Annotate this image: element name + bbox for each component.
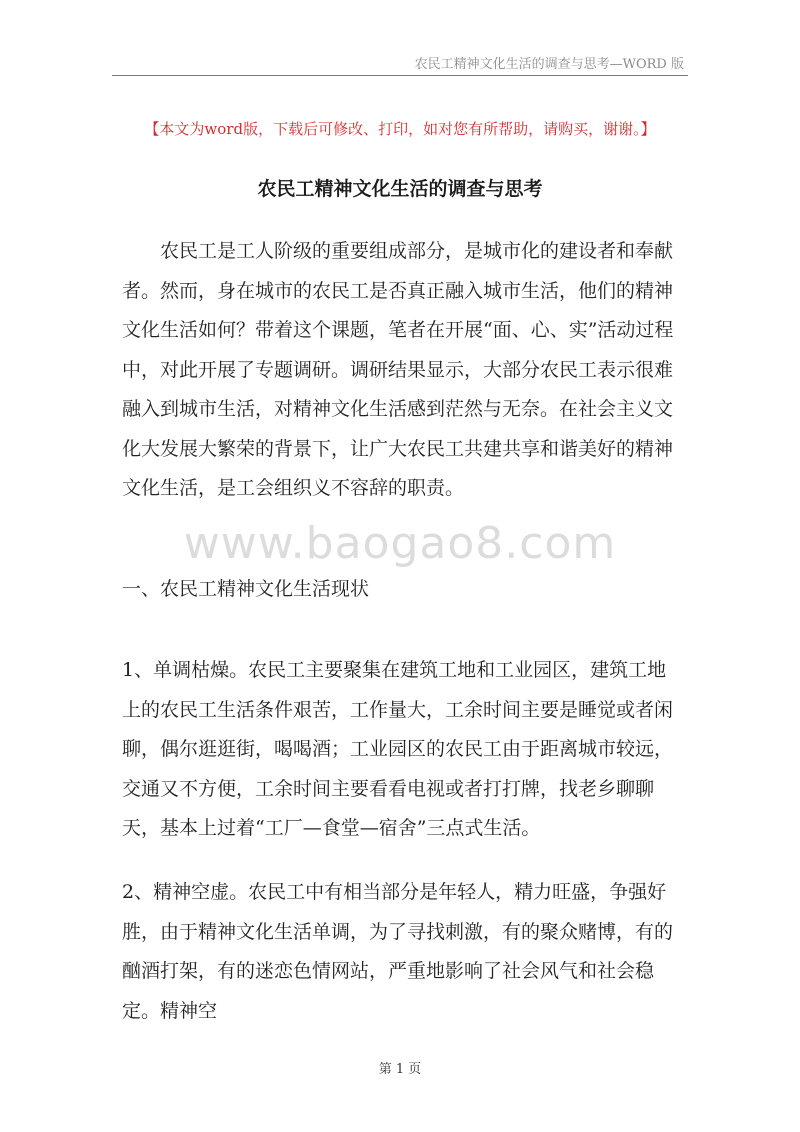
- paragraph-1: 1、单调枯燥。农民工主要聚集在建筑工地和工业园区，建筑工地上的农民工生活条件艰苦，工作量大，工余时间主要是睡觉或者闲聊，偶尔逛逛街，喝喝酒；工业园区的农民工由于距离城市较远，交通又不方便，工余时间主要看看电视或者打打牌，找老乡聊聊天，基本上过着“工厂—食堂—宿舍”三点式生活。: [122, 659, 674, 839]
- paragraph-2: 2、精神空虚。农民工中有相当部分是年轻人，精力旺盛，争强好胜，由于精神文化生活单调，为了寻找刺激，有的聚众赌博，有的酗酒打架，有的迷恋色情网站，严重地影响了社会风气和社会稳定。精神空: [122, 881, 674, 1022]
- watermark-text: www.baogao8.com: [183, 518, 617, 569]
- document-title: 农民工精神文化生活的调查与思考: [257, 178, 543, 200]
- download-notice: 【本文为word版，下载后可修改、打印，如对您有所帮助，请购买，谢谢。】: [144, 120, 656, 138]
- page-number: 第 1 页: [378, 1062, 422, 1077]
- running-header: 农民工精神文化生活的调查与思考—WORD 版: [414, 57, 684, 72]
- header-divider: [112, 75, 688, 76]
- section-heading: 一、农民工精神文化生活现状: [122, 578, 370, 600]
- intro-paragraph: 农民工是工人阶级的重要组成部分，是城市化的建设者和奉献者。然而，身在城市的农民工是否真正融入城市生活，他们的精神文化生活如何？带着这个课题，笔者在开展“面、心、实”活动过程中，对此开展了专题调研。调研结果显示，大部分农民工表示很难融入到城市生活，对精神文化生活感到茫然与无奈。在社会主义文化大发展大繁荣的背景下，让广大农民工共建共享和谐美好的精神文化生活，是工会组织义不容辞的职责。: [122, 240, 674, 499]
